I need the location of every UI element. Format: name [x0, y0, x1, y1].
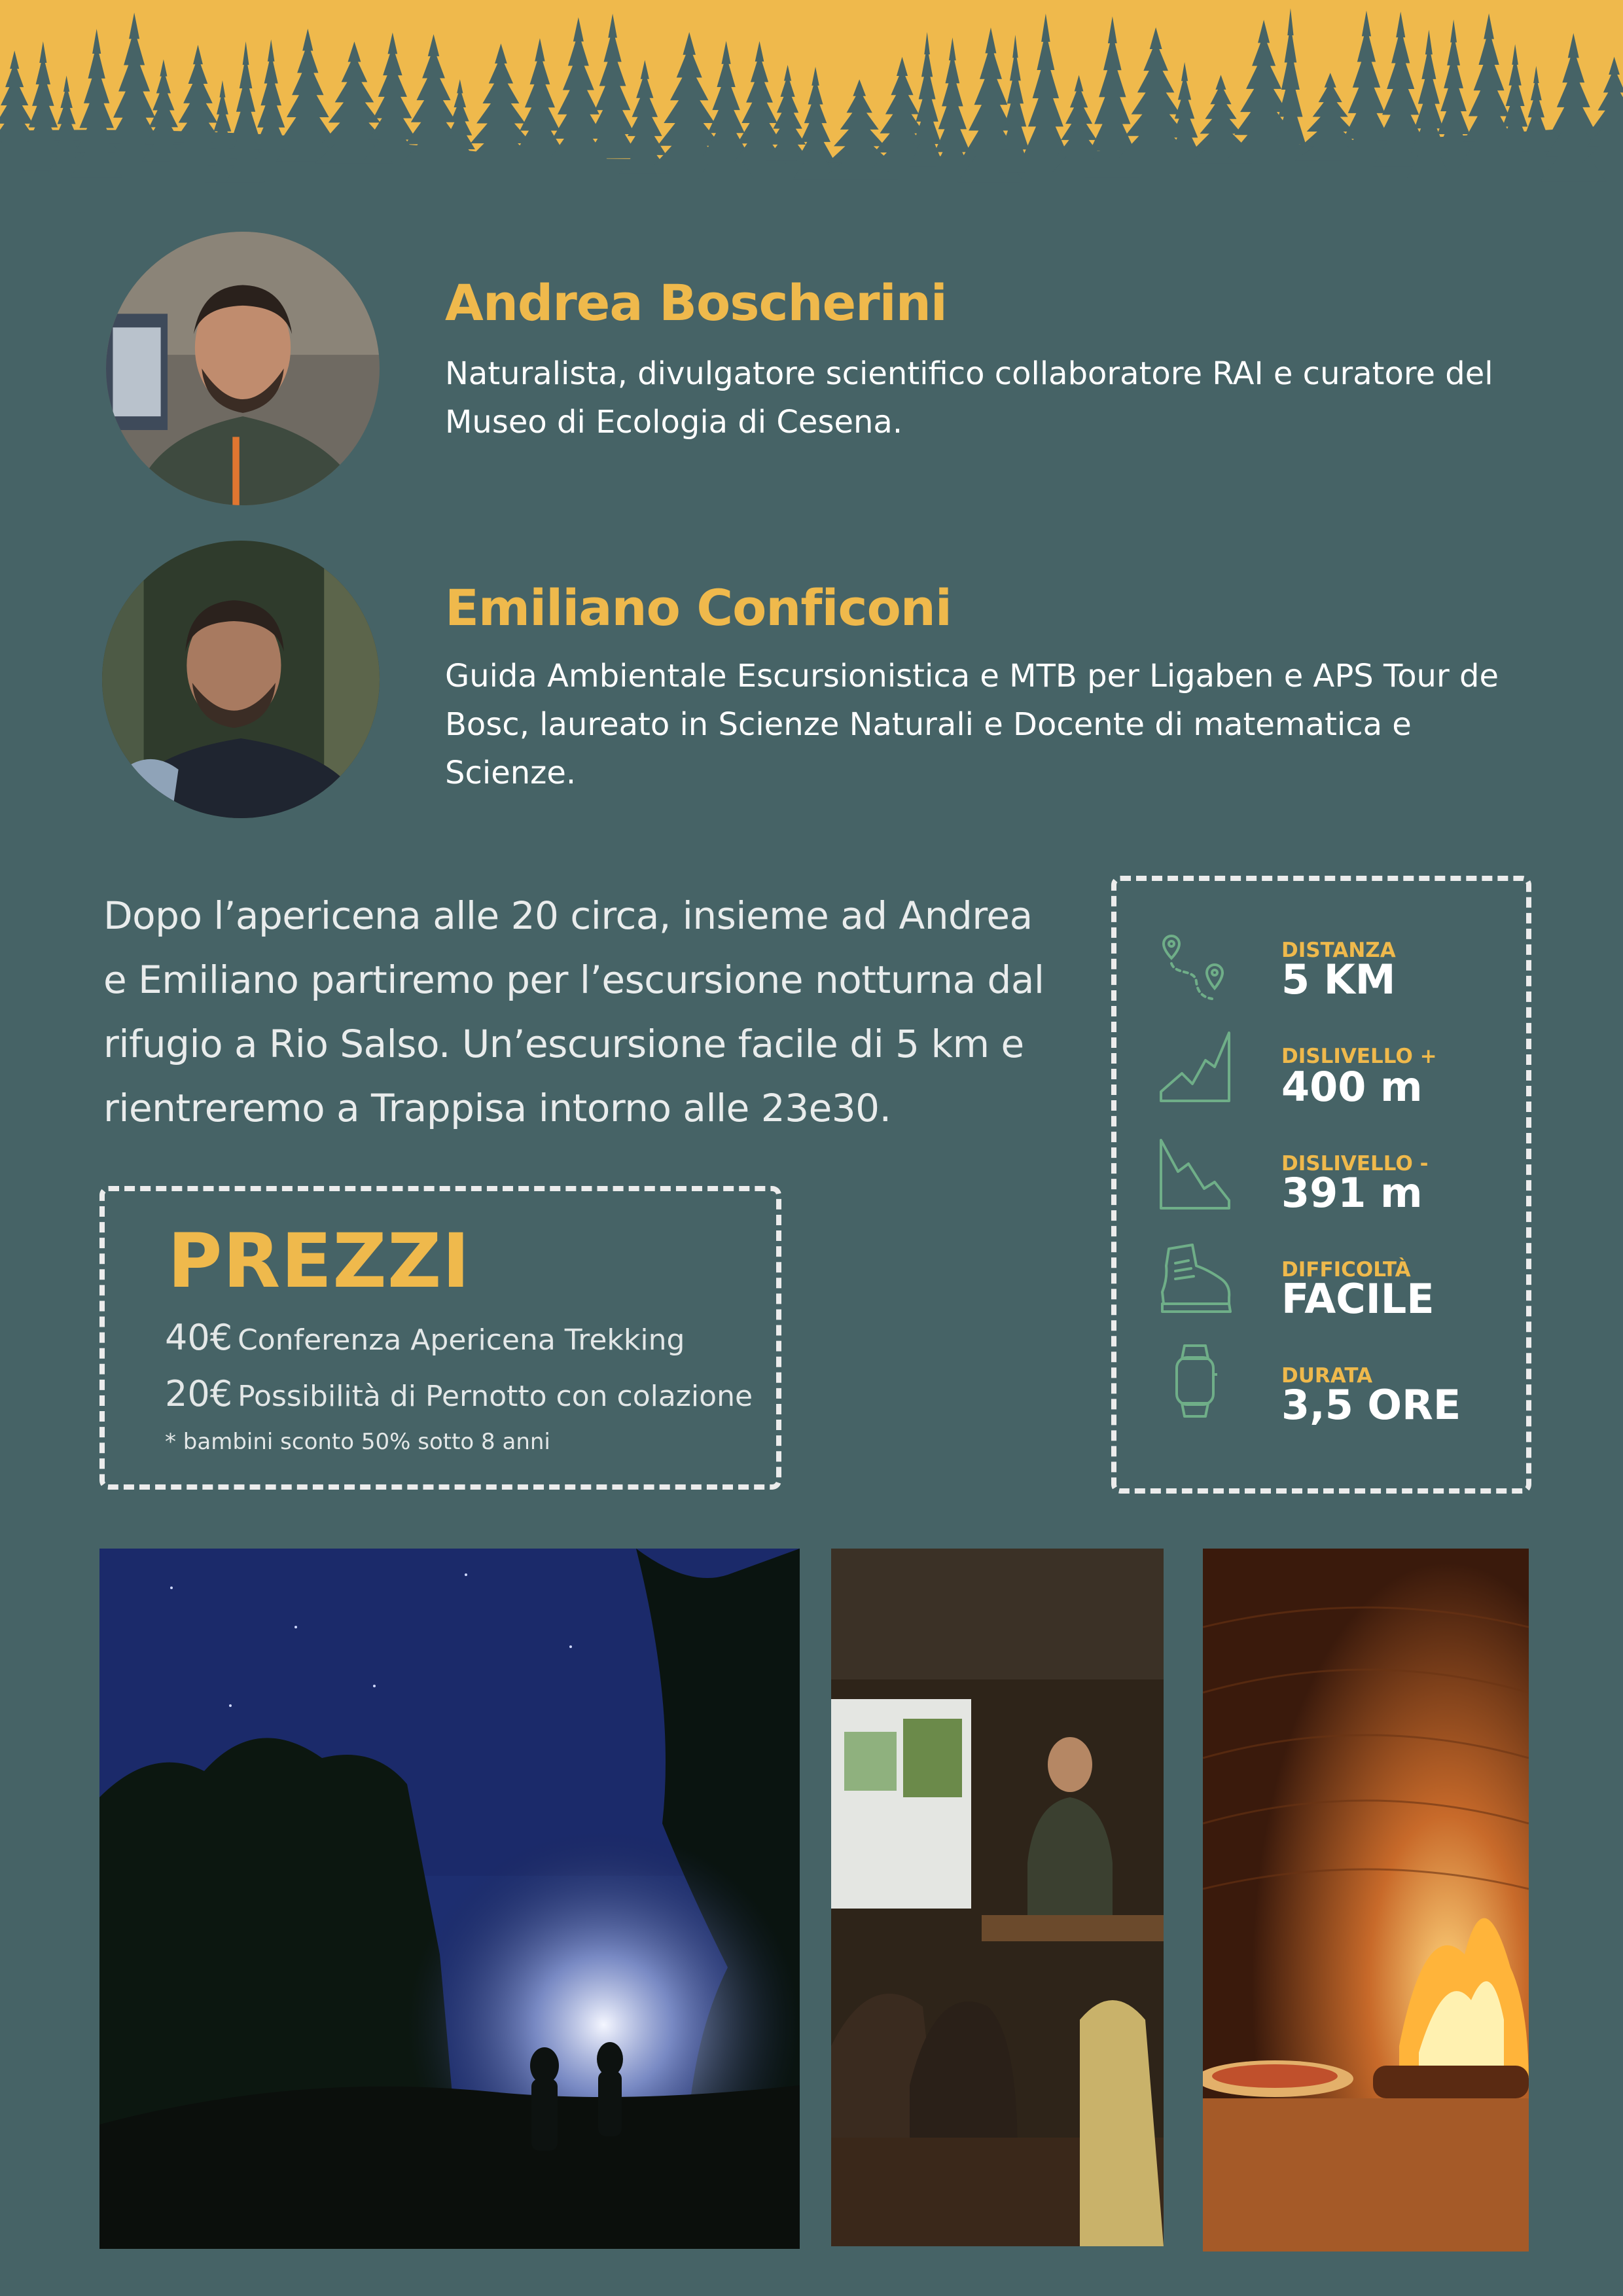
- person-name: Andrea Boscherini: [445, 274, 947, 332]
- pine-forest-header: [0, 0, 1623, 196]
- stat-value: FACILE: [1281, 1275, 1435, 1323]
- route-pin-icon: [1156, 929, 1234, 1008]
- hiking-boot-icon: [1156, 1240, 1234, 1318]
- price-amount: 20€: [165, 1373, 233, 1414]
- event-description: Dopo l’apericena alle 20 circa, insieme ad Andrea e Emiliano partiremo per l’escursione notturna dal rifugio a Rio Salso. Un’escursione facile di 5 km e rientreremo a Trappisa intorno alle 23e30.: [103, 893, 1044, 1130]
- stat-value: 391 m: [1281, 1169, 1423, 1217]
- stat-value: 5 KM: [1281, 956, 1396, 1003]
- stat-label: DURATA: [1281, 1364, 1373, 1388]
- price-row: [165, 1317, 685, 1358]
- stat-label: DISLIVELLO +: [1281, 1045, 1437, 1068]
- person-bio: Guida Ambientale Escursionistica e MTB per Ligaben e APS Tour de Bosc, laureato in Scienze Naturali e Docente di matematica e Scienze.: [445, 658, 1499, 791]
- stat-label: DIFFICOLTÀ: [1281, 1258, 1411, 1282]
- price-row: [165, 1373, 753, 1414]
- price-description: Conferenza Apericena Trekking: [238, 1323, 685, 1357]
- stat-value: 400 m: [1281, 1063, 1423, 1111]
- prices-title: PREZZI: [168, 1217, 471, 1304]
- prices-note: * bambini sconto 50% sotto 8 anni: [165, 1429, 550, 1455]
- price-amount: 40€: [165, 1317, 233, 1358]
- conference-photo: [831, 1549, 1164, 2246]
- person-bio: Naturalista, divulgatore scientifico collaboratore RAI e curatore del Museo di Ecologia di Cesena.: [445, 355, 1493, 440]
- avatar-emiliano-conficoni: [102, 541, 380, 818]
- avatar-andrea-boscherini: [106, 232, 380, 505]
- stat-label: DISLIVELLO -: [1281, 1152, 1429, 1175]
- price-description: Possibilità di Pernotto con colazione: [238, 1380, 753, 1413]
- person-name: Emiliano Conficoni: [445, 579, 952, 637]
- uphill-elevation-icon: [1156, 1028, 1234, 1106]
- wood-oven-photo: [1203, 1549, 1529, 2251]
- stat-value: 3,5 ORE: [1281, 1381, 1461, 1429]
- watch-icon: [1156, 1342, 1234, 1420]
- downhill-elevation-icon: [1156, 1135, 1234, 1213]
- night-hike-photo: [99, 1549, 800, 2249]
- stat-label: DISTANZA: [1281, 939, 1396, 962]
